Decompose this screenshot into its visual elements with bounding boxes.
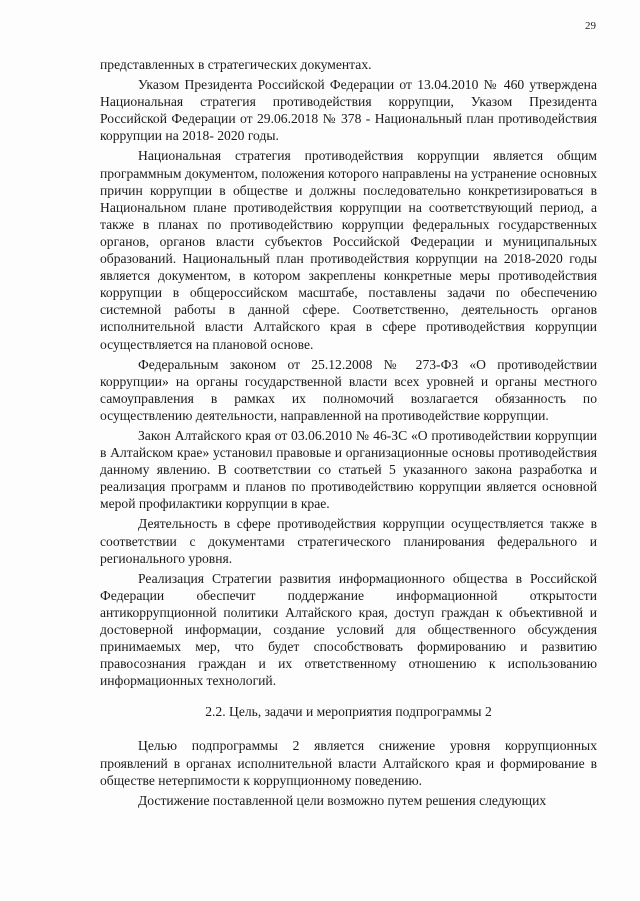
document-body	[100, 56, 597, 812]
paragraph: Закон Алтайского края от 03.06.2010 № 46-ЗС «О противодействии коррупции в Алтайском крае» установил правовые и организационные основы противодействия данному явлению. В соответствии со статьей 5 указанного закона разработка и реализация программ и планов по противодействию коррупции является основной мерой профилактики коррупции в крае.	[100, 427, 597, 512]
page-number: 29	[585, 20, 596, 32]
paragraph: Указом Президента Российской Федерации от 13.04.2010 № 460 утверждена Национальная стратегия противодействия коррупции, Указом Президента Российской Федерации от 29.06.2018 № 378 - Национальный план противодействия коррупции на 2018- 2020 годы.	[100, 77, 597, 144]
paragraph: Национальная стратегия противодействия коррупции является общим программным документом, положения которого направлены на устранение основных причин коррупции в обществе и должны последовательно конкретизироваться в Национальном плане противодействия коррупции на соответствующий период, а также в планах по противодействию коррупции федеральных государственных органов, органов власти субъектов Российской Федерации и муниципальных образований. Национальный план противодействия коррупции на 2018-2020 годы является документом, в котором закреплены конкретные меры противодействия коррупции в общероссийском масштабе, поставлены задачи по обеспечению системной работы в данной сфере. Соответственно, деятельность органов исполнительной власти Алтайского края в сфере противодействия коррупции осуществляется на плановой основе.	[100, 148, 597, 352]
paragraph: представленных в стратегических документах.	[100, 57, 372, 72]
paragraph: Реализация Стратегии развития информационного общества в Российской Федерации обеспечит поддержание информационной открытости антикоррупционной политики Алтайского края, доступ граждан к объективной и достоверной информации, создание условий для общественного обсуждения принимаемых мер, что будет способствовать формированию и развитию правосознания граждан и их ответственному отношению к использованию информационных технологий.	[100, 570, 597, 689]
section-heading: 2.2. Цель, задачи и мероприятия подпрограммы 2	[205, 704, 492, 720]
paragraph: Деятельность в сфере противодействия коррупции осуществляется также в соответствии с документами стратегического планирования федерального и регионального уровня.	[100, 516, 597, 566]
paragraph: Целью подпрограммы 2 является снижение уровня коррупционных проявлений в органах исполнительной власти Алтайского края и формирование в обществе нетерпимости к коррупционному поведению.	[100, 738, 597, 788]
paragraph: Достижение поставленной цели возможно путем решения следующих	[138, 792, 547, 808]
paragraph: Федеральным законом от 25.12.2008 № 273-ФЗ «О противодействии коррупции» на органы государственной власти всех уровней и органы местного самоуправления в рамках их полномочий возлагается обязанность по осуществлению деятельности, направленной на противодействие коррупции.	[100, 356, 597, 423]
